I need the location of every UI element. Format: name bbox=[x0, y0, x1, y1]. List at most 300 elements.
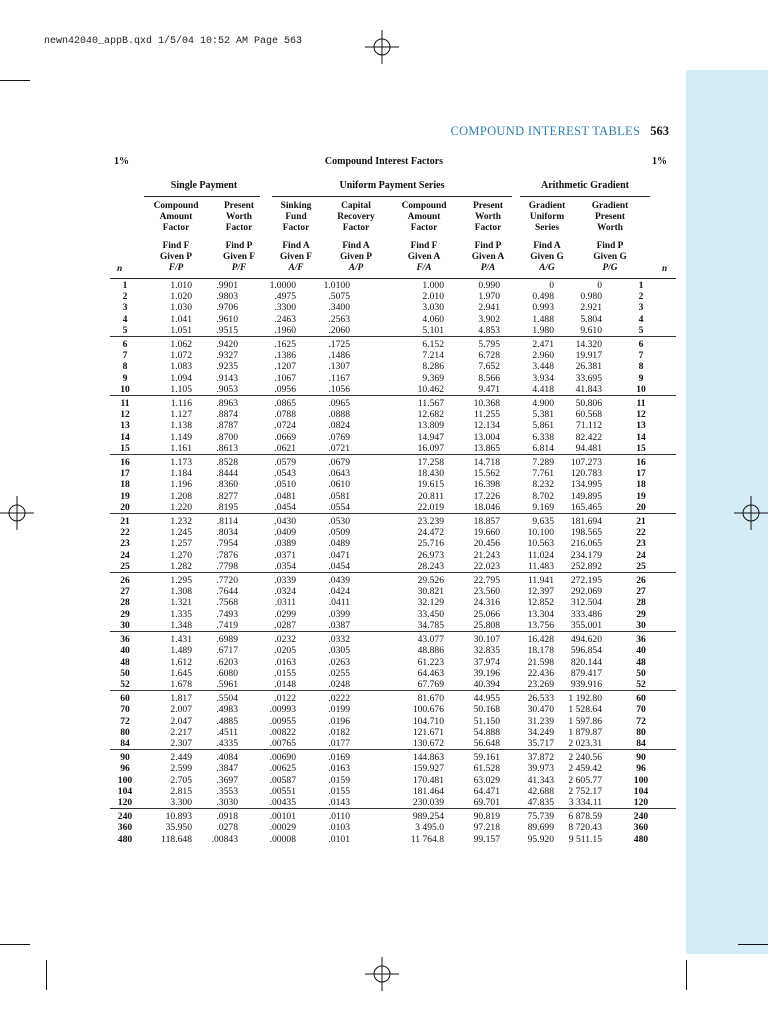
table-row bbox=[110, 609, 676, 620]
factor-cell: .0489 bbox=[328, 538, 350, 550]
column-header-find: Given P bbox=[339, 252, 373, 262]
factor-cell: .8360 bbox=[216, 479, 238, 491]
factor-cell: 5.804 bbox=[580, 313, 602, 325]
factor-cell: 2.449 bbox=[140, 750, 202, 764]
factor-cell: .0324 bbox=[274, 586, 296, 598]
group-single-payment: Single Payment bbox=[170, 180, 238, 191]
period-cell: 70 bbox=[636, 704, 646, 716]
column-header-find: Given A bbox=[471, 252, 505, 262]
period-cell: 13 bbox=[120, 420, 130, 432]
period-cell: 4 bbox=[122, 313, 128, 325]
factor-cell: 11.941 bbox=[500, 573, 554, 587]
factor-cell: 20.456 bbox=[473, 538, 500, 550]
factor-cell: .6717 bbox=[216, 645, 238, 657]
period-cell: 480 bbox=[117, 833, 133, 845]
table-row bbox=[110, 468, 676, 479]
factor-cell: .2060 bbox=[328, 324, 350, 336]
factor-cell: .0287 bbox=[274, 619, 296, 631]
factor-cell: 75.739 bbox=[500, 809, 554, 823]
factor-cell: .0110 bbox=[310, 809, 364, 823]
column-header-line: Factor bbox=[225, 223, 253, 233]
factor-cell: .9803 bbox=[216, 291, 238, 303]
factor-cell: 1.105 bbox=[170, 383, 192, 395]
factor-cell: 149.895 bbox=[570, 490, 602, 502]
factor-cell: 1.041 bbox=[170, 313, 192, 325]
period-cell: 21 bbox=[612, 514, 676, 528]
factor-cell: 989.254 bbox=[364, 809, 444, 823]
factor-cell: 7.652 bbox=[478, 361, 500, 373]
factor-cell: 31.239 bbox=[527, 715, 554, 727]
factor-cell: 71.112 bbox=[575, 420, 602, 432]
factor-cell: 1.161 bbox=[170, 442, 192, 454]
factor-cell: 3.934 bbox=[532, 372, 554, 384]
factor-cell: .4983 bbox=[216, 704, 238, 716]
column-header-symbol: A/F bbox=[288, 263, 304, 273]
factor-cell: 51.150 bbox=[473, 715, 500, 727]
factor-cell: .0103 bbox=[328, 822, 350, 834]
factor-cell: 1.645 bbox=[170, 667, 192, 679]
factor-cell: .0177 bbox=[328, 737, 350, 749]
factor-cell: 1.010 bbox=[170, 280, 192, 291]
period-cell: 84 bbox=[120, 737, 130, 749]
factor-cell: .0163 bbox=[328, 763, 350, 775]
period-cell: 6 bbox=[612, 337, 676, 351]
factor-cell: .0439 bbox=[310, 573, 364, 587]
factor-cell: .9053 bbox=[216, 383, 238, 395]
period-cell: 22 bbox=[120, 527, 130, 539]
factor-cell: 34.785 bbox=[417, 619, 444, 631]
column-header-line: Compound bbox=[153, 201, 199, 211]
factor-cell: .2463 bbox=[274, 313, 296, 325]
factor-cell: .1625 bbox=[252, 337, 310, 351]
factor-cell: 50.806 bbox=[554, 396, 612, 410]
table-row bbox=[110, 704, 676, 715]
period-cell: 10 bbox=[636, 383, 646, 395]
table-row bbox=[110, 573, 676, 587]
factor-cell: 1.245 bbox=[170, 527, 192, 539]
factor-cell: .0481 bbox=[274, 490, 296, 502]
factor-cell: .0424 bbox=[328, 586, 350, 598]
factor-cell: .1307 bbox=[328, 361, 350, 373]
period-cell: 100 bbox=[117, 774, 133, 786]
factor-cell: 1.232 bbox=[140, 514, 202, 528]
column-header-line: Sinking bbox=[280, 201, 312, 211]
factor-cell: 12.852 bbox=[527, 597, 554, 609]
factor-cell: 252.892 bbox=[570, 560, 602, 572]
crop-mark bbox=[46, 960, 47, 990]
table-row bbox=[110, 561, 676, 573]
factor-cell: .6989 bbox=[202, 632, 252, 646]
table-row bbox=[110, 479, 676, 490]
factor-cell: 35.717 bbox=[527, 737, 554, 749]
factor-cell: 2.217 bbox=[170, 726, 192, 738]
factor-cell: .9235 bbox=[216, 361, 238, 373]
factor-cell: 6.338 bbox=[532, 431, 554, 443]
factor-cell: .0182 bbox=[328, 726, 350, 738]
factor-cell: .0148 bbox=[274, 678, 296, 690]
factor-cell: 1.072 bbox=[170, 350, 192, 362]
registration-mark-icon bbox=[365, 30, 399, 64]
factor-cell: 26.381 bbox=[575, 361, 602, 373]
factor-cell: 21.598 bbox=[527, 656, 554, 668]
factor-cell: 12.397 bbox=[527, 586, 554, 598]
factor-cell: 0.993 bbox=[532, 302, 554, 314]
period-cell: 52 bbox=[636, 678, 646, 690]
factor-cell: .7419 bbox=[216, 619, 238, 631]
period-cell: 7 bbox=[122, 350, 128, 362]
table-row bbox=[110, 727, 676, 738]
period-cell: 20 bbox=[120, 501, 130, 513]
factor-cell: .00690 bbox=[252, 750, 310, 764]
factor-cell: .0222 bbox=[310, 691, 364, 705]
table-row bbox=[110, 797, 676, 809]
factor-cell: .8700 bbox=[216, 431, 238, 443]
factor-cell: .7954 bbox=[216, 538, 238, 550]
factor-cell: .0143 bbox=[328, 796, 350, 808]
header-rule bbox=[110, 278, 676, 279]
factor-cell: 2.960 bbox=[532, 350, 554, 362]
factor-cell: 60.568 bbox=[575, 409, 602, 421]
factor-cell: 13.304 bbox=[527, 608, 554, 620]
factor-cell: .0579 bbox=[252, 455, 310, 469]
factor-cell: .0721 bbox=[328, 442, 350, 454]
factor-cell: .7798 bbox=[216, 560, 238, 572]
factor-cell: 33.695 bbox=[575, 372, 602, 384]
table-row bbox=[110, 361, 676, 372]
factor-cell: 198.565 bbox=[570, 527, 602, 539]
factor-cell: .8444 bbox=[216, 468, 238, 480]
factor-cell: 1.030 bbox=[170, 302, 192, 314]
factor-cell: .00587 bbox=[269, 774, 296, 786]
factor-cell: .0155 bbox=[274, 667, 296, 679]
period-cell: 8 bbox=[638, 361, 644, 373]
factor-cell: .3030 bbox=[216, 796, 238, 808]
table-row bbox=[110, 527, 676, 538]
factor-cell: 64.463 bbox=[417, 667, 444, 679]
factor-cell: 1.116 bbox=[140, 396, 202, 410]
column-header-find: Find F bbox=[162, 241, 190, 251]
factor-cell: 1.348 bbox=[170, 619, 192, 631]
factor-cell: 1.257 bbox=[170, 538, 192, 550]
factor-cell: 120.783 bbox=[570, 468, 602, 480]
table-row bbox=[110, 396, 676, 410]
factor-cell: 37.872 bbox=[500, 750, 554, 764]
factor-cell: .0354 bbox=[274, 560, 296, 572]
factor-cell: 216.065 bbox=[570, 538, 602, 550]
period-cell: 36 bbox=[612, 632, 676, 646]
factor-cell: 1 597.86 bbox=[568, 715, 602, 727]
factor-cell: .0339 bbox=[252, 573, 310, 587]
factor-cell: 8.702 bbox=[532, 490, 554, 502]
factor-cell: .4511 bbox=[216, 726, 238, 738]
factor-cell: 121.671 bbox=[412, 726, 444, 738]
factor-cell: .0543 bbox=[274, 468, 296, 480]
factor-cell: .7493 bbox=[216, 608, 238, 620]
factor-cell: 9.610 bbox=[580, 324, 602, 336]
factor-cell: 32.835 bbox=[473, 645, 500, 657]
period-cell: 40 bbox=[120, 645, 130, 657]
factor-cell: .8034 bbox=[216, 527, 238, 539]
factor-cell: 3 495.0 bbox=[415, 822, 444, 834]
factor-cell: 130.672 bbox=[412, 737, 444, 749]
factor-cell: 8.286 bbox=[422, 361, 444, 373]
column-header-find: Find A bbox=[533, 241, 561, 251]
factor-cell: .3400 bbox=[328, 302, 350, 314]
factor-cell: 30.821 bbox=[417, 586, 444, 598]
factor-cell: 22.436 bbox=[527, 667, 554, 679]
factor-cell: 9.471 bbox=[478, 383, 500, 395]
factor-cell: 10.563 bbox=[527, 538, 554, 550]
factor-cell: .0155 bbox=[328, 785, 350, 797]
factor-cell: 2.599 bbox=[170, 763, 192, 775]
factor-cell: 820.144 bbox=[570, 656, 602, 668]
factor-cell: 25.716 bbox=[417, 538, 444, 550]
factor-cell: 6.814 bbox=[532, 442, 554, 454]
group-rule bbox=[144, 196, 260, 197]
factor-cell: 1.094 bbox=[170, 372, 192, 384]
factor-cell: 15.562 bbox=[473, 468, 500, 480]
column-header-line: Gradient bbox=[528, 201, 566, 211]
factor-cell: .00101 bbox=[252, 809, 310, 823]
rate-label-right: 1% bbox=[652, 156, 667, 167]
factor-cell: 16.428 bbox=[500, 632, 554, 646]
period-cell: 25 bbox=[636, 560, 646, 572]
factor-cell: 20.811 bbox=[417, 490, 444, 502]
factor-cell: 170.481 bbox=[412, 774, 444, 786]
table-row bbox=[110, 443, 676, 455]
factor-cell: 8.232 bbox=[532, 479, 554, 491]
period-cell: 30 bbox=[120, 619, 130, 631]
factor-cell: 1.335 bbox=[170, 608, 192, 620]
column-header-symbol: P/G bbox=[602, 263, 618, 273]
column-header-line: Worth bbox=[225, 212, 253, 222]
period-cell: 23 bbox=[636, 538, 646, 550]
table-row bbox=[110, 668, 676, 679]
factor-cell: 0 bbox=[549, 280, 554, 291]
factor-cell: .00822 bbox=[269, 726, 296, 738]
column-header bbox=[320, 201, 392, 274]
factor-cell: .0454 bbox=[274, 501, 296, 513]
column-header-line: Factor bbox=[162, 223, 190, 233]
period-cell: 84 bbox=[636, 737, 646, 749]
period-cell: 17 bbox=[636, 468, 646, 480]
factor-cell: 61.223 bbox=[417, 656, 444, 668]
factor-cell: 99.157 bbox=[473, 833, 500, 845]
column-header-line: Present bbox=[472, 201, 504, 211]
period-cell: 52 bbox=[120, 678, 130, 690]
table-row bbox=[110, 432, 676, 443]
factor-cell: .0205 bbox=[274, 645, 296, 657]
factor-cell: 1.208 bbox=[170, 490, 192, 502]
period-cell: 90 bbox=[110, 750, 140, 764]
table-row bbox=[110, 632, 676, 646]
factor-cell: 2 752.17 bbox=[568, 785, 602, 797]
factor-cell: 2 240.56 bbox=[554, 750, 612, 764]
factor-cell: 10.462 bbox=[417, 383, 444, 395]
factor-cell: 33.450 bbox=[417, 608, 444, 620]
factor-cell: 25.066 bbox=[473, 608, 500, 620]
column-header-line: Recovery bbox=[337, 212, 375, 222]
factor-cell: .0101 bbox=[328, 833, 350, 845]
factor-cell: 355.001 bbox=[570, 619, 602, 631]
factor-cell: 40.394 bbox=[473, 678, 500, 690]
factor-cell: 39.973 bbox=[527, 763, 554, 775]
factor-cell: 1.0000 bbox=[269, 280, 296, 291]
factor-cell: 939.916 bbox=[570, 678, 602, 690]
factor-cell: 2.941 bbox=[478, 302, 500, 314]
factor-cell: 97.218 bbox=[473, 822, 500, 834]
factor-cell: 107.273 bbox=[554, 455, 612, 469]
factor-cell: 10.368 bbox=[444, 396, 500, 410]
table-row bbox=[110, 763, 676, 774]
factor-cell: 16.398 bbox=[473, 479, 500, 491]
period-cell: 11 bbox=[612, 396, 676, 410]
column-header-line: Compound bbox=[401, 201, 447, 211]
table-row bbox=[110, 620, 676, 632]
period-cell: 480 bbox=[633, 833, 649, 845]
factor-cell: 12.682 bbox=[417, 409, 444, 421]
factor-cell: 47.835 bbox=[527, 796, 554, 808]
factor-cell: 9.635 bbox=[500, 514, 554, 528]
period-cell: 22 bbox=[636, 527, 646, 539]
factor-cell: 1.051 bbox=[170, 324, 192, 336]
factor-cell: 41.843 bbox=[575, 383, 602, 395]
factor-cell: 95.920 bbox=[527, 833, 554, 845]
column-header-symbol: P/A bbox=[480, 263, 496, 273]
factor-cell: .0163 bbox=[274, 656, 296, 668]
factor-cell: .4335 bbox=[216, 737, 238, 749]
factor-cell: 292.069 bbox=[570, 586, 602, 598]
factor-cell: .0232 bbox=[252, 632, 310, 646]
period-cell: 23 bbox=[120, 538, 130, 550]
factor-cell: .0509 bbox=[328, 527, 350, 539]
table-row bbox=[110, 822, 676, 833]
period-cell: 28 bbox=[636, 597, 646, 609]
factor-cell: .0965 bbox=[310, 396, 364, 410]
factor-cell: .3300 bbox=[274, 302, 296, 314]
factor-cell: 25.808 bbox=[473, 619, 500, 631]
factor-cell: 11 764.8 bbox=[410, 833, 444, 845]
factor-cell: 5.795 bbox=[444, 337, 500, 351]
factor-cell: .4885 bbox=[216, 715, 238, 727]
period-cell: 120 bbox=[633, 796, 649, 808]
factor-cell: 23.560 bbox=[473, 586, 500, 598]
factor-cell: 9.169 bbox=[532, 501, 554, 513]
period-cell: 48 bbox=[120, 656, 130, 668]
factor-cell: .0399 bbox=[328, 608, 350, 620]
factor-cell: .1960 bbox=[274, 324, 296, 336]
factor-cell: .9143 bbox=[216, 372, 238, 384]
factor-cell: .0724 bbox=[274, 420, 296, 432]
factor-cell: .4975 bbox=[274, 291, 296, 303]
factor-cell: 1.980 bbox=[532, 324, 554, 336]
factor-cell: 5.101 bbox=[422, 324, 444, 336]
factor-cell: .0255 bbox=[328, 667, 350, 679]
factor-cell: 2 023.31 bbox=[568, 737, 602, 749]
period-cell: 14 bbox=[120, 431, 130, 443]
factor-cell: .0411 bbox=[328, 597, 350, 609]
factor-cell: 134.995 bbox=[570, 479, 602, 491]
factor-cell: 0.498 bbox=[532, 291, 554, 303]
factor-cell: .8114 bbox=[202, 514, 252, 528]
period-cell: 50 bbox=[636, 667, 646, 679]
factor-cell: 13.756 bbox=[527, 619, 554, 631]
factor-cell: 13.004 bbox=[473, 431, 500, 443]
period-cell: 240 bbox=[110, 809, 140, 823]
factor-cell: .0530 bbox=[310, 514, 364, 528]
factor-cell: 0.990 bbox=[478, 280, 500, 291]
period-cell: 13 bbox=[636, 420, 646, 432]
factor-cell: .00008 bbox=[269, 833, 296, 845]
factor-cell: 2.010 bbox=[422, 291, 444, 303]
table-row bbox=[110, 337, 676, 351]
factor-cell: 1.817 bbox=[140, 691, 202, 705]
factor-cell: 22.019 bbox=[417, 501, 444, 513]
factor-cell: 234.179 bbox=[570, 549, 602, 561]
table-row bbox=[110, 750, 676, 764]
factor-cell: .0122 bbox=[252, 691, 310, 705]
factor-cell: 37.974 bbox=[473, 656, 500, 668]
factor-cell: 59.161 bbox=[444, 750, 500, 764]
period-cell: 80 bbox=[636, 726, 646, 738]
factor-cell: .00765 bbox=[269, 737, 296, 749]
factor-cell: 14.320 bbox=[554, 337, 612, 351]
factor-cell: .3553 bbox=[216, 785, 238, 797]
period-cell: 5 bbox=[122, 324, 128, 336]
period-cell: 26 bbox=[612, 573, 676, 587]
factor-cell: .9420 bbox=[202, 337, 252, 351]
registration-mark-icon bbox=[0, 496, 34, 530]
column-header-line: Present bbox=[223, 201, 255, 211]
period-cell: 24 bbox=[636, 549, 646, 561]
factor-cell: .0824 bbox=[328, 420, 350, 432]
factor-cell: .00625 bbox=[269, 763, 296, 775]
factor-cell: .1386 bbox=[274, 350, 296, 362]
factor-cell: 4.853 bbox=[478, 324, 500, 336]
factor-cell: .8874 bbox=[216, 409, 238, 421]
factor-cell: .00993 bbox=[269, 704, 296, 716]
factor-cell: 1.083 bbox=[170, 361, 192, 373]
factor-cell: 32.129 bbox=[417, 597, 444, 609]
factor-cell: 1.270 bbox=[170, 549, 192, 561]
factor-cell: 19.615 bbox=[417, 479, 444, 491]
period-cell: 7 bbox=[638, 350, 644, 362]
factor-cell: 28.243 bbox=[417, 560, 444, 572]
factor-cell: 1 192.80 bbox=[554, 691, 612, 705]
period-cell: 104 bbox=[633, 785, 649, 797]
column-header-find: Given F bbox=[222, 252, 256, 262]
factor-cell: .0865 bbox=[252, 396, 310, 410]
period-cell: 3 bbox=[638, 302, 644, 314]
page-number: 563 bbox=[650, 124, 669, 138]
column-header-find: Find A bbox=[282, 241, 310, 251]
interest-factor-table bbox=[110, 280, 676, 845]
column-header-find: Find P bbox=[225, 241, 253, 251]
period-cell: 27 bbox=[120, 586, 130, 598]
factor-cell: 26.973 bbox=[417, 549, 444, 561]
factor-cell: 10.893 bbox=[140, 809, 202, 823]
factor-cell: 61.528 bbox=[473, 763, 500, 775]
running-head-title: COMPOUND INTEREST TABLES bbox=[450, 124, 641, 138]
factor-cell: .0918 bbox=[202, 809, 252, 823]
period-cell: 18 bbox=[120, 479, 130, 491]
column-header-symbol: A/P bbox=[348, 263, 364, 273]
period-cell: 10 bbox=[120, 383, 130, 395]
table-row bbox=[110, 645, 676, 656]
factor-cell: .0643 bbox=[328, 468, 350, 480]
factor-cell: 24.316 bbox=[473, 597, 500, 609]
factor-cell: 1 528.64 bbox=[568, 704, 602, 716]
